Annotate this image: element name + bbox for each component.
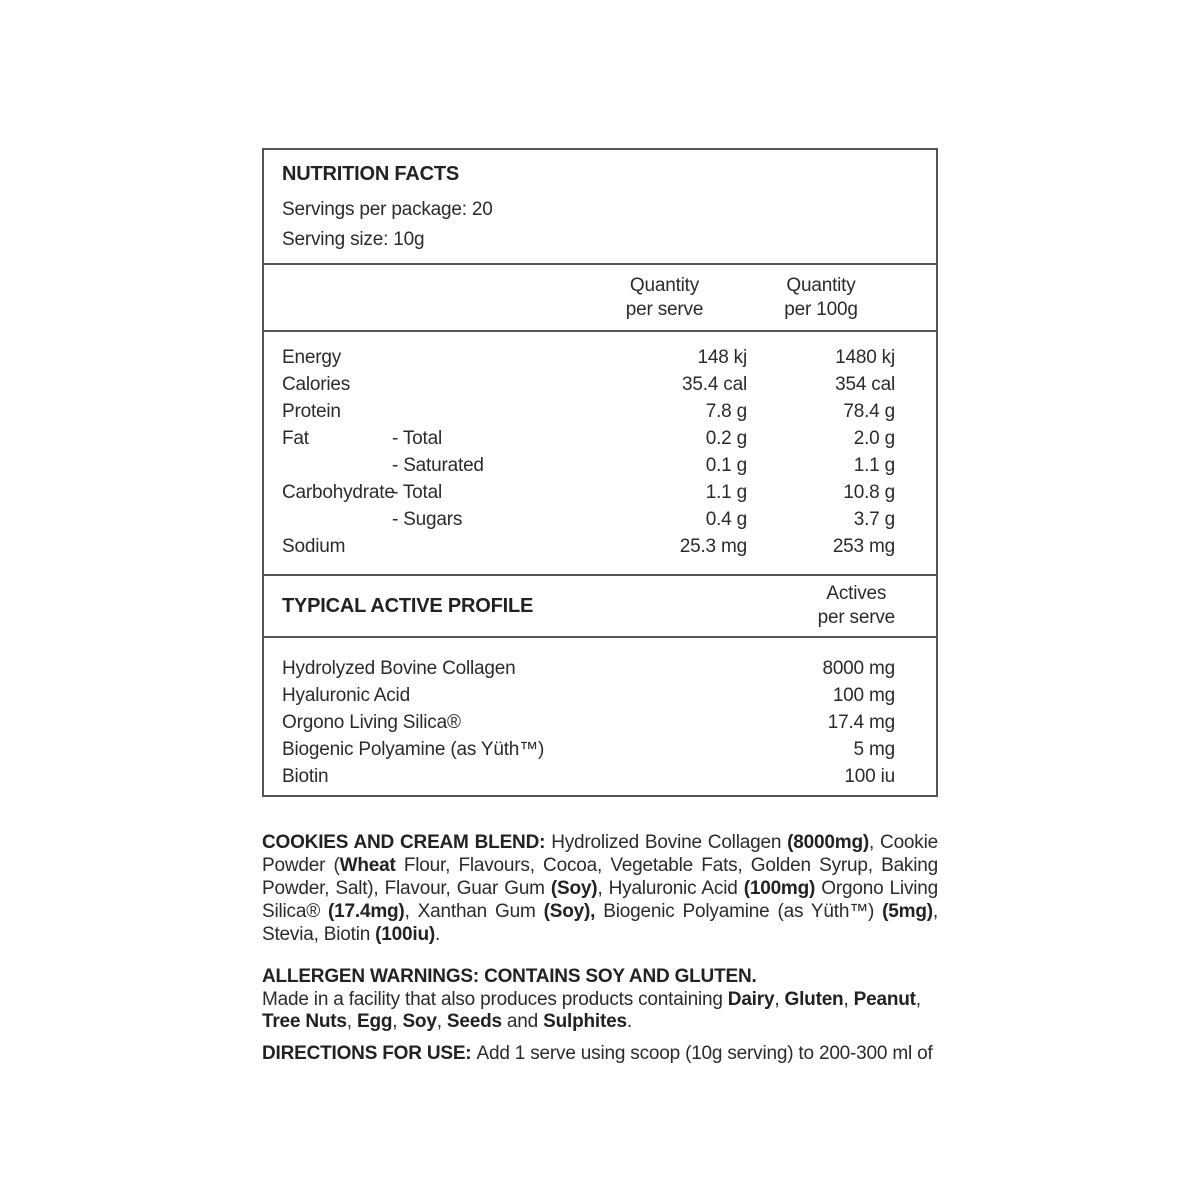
active-value: 100 mg	[832, 685, 895, 706]
nutrient-per-serve: 25.3 mg	[679, 536, 747, 557]
active-value: 17.4 mg	[827, 712, 895, 733]
nutrient-per-serve: 35.4 cal	[682, 374, 747, 395]
nutrient-per-serve: 0.1 g	[705, 455, 747, 476]
nutrient-subname	[392, 371, 582, 398]
nutrient-name: Energy	[282, 347, 342, 368]
nutrient-row	[282, 533, 895, 560]
nutrient-name: Protein	[282, 401, 341, 422]
nutrient-subname: - Total	[392, 482, 442, 503]
active-value: 100 iu	[844, 766, 895, 787]
panel-header	[264, 150, 936, 263]
nutrient-name: Calories	[282, 374, 351, 395]
active-name: Biogenic Polyamine (as Yüth™)	[282, 739, 545, 760]
nutrient-subname: - Saturated	[392, 455, 484, 476]
nutrient-per-100g: 253 mg	[832, 536, 895, 557]
nutrient-name	[282, 452, 392, 479]
nutrient-subname	[392, 344, 582, 371]
column-quantity-per-serve: Quantity per serve	[625, 275, 704, 320]
nutrient-row	[282, 506, 895, 533]
nutrient-name	[282, 506, 392, 533]
active-name: Hyaluronic Acid	[282, 685, 410, 706]
nutrient-per-serve: 7.8 g	[705, 401, 747, 422]
nutrient-per-100g: 2.0 g	[853, 428, 895, 449]
nutrient-row	[282, 398, 895, 425]
nutrient-per-serve: 0.4 g	[705, 509, 747, 530]
active-value: 5 mg	[853, 739, 895, 760]
nutrient-per-100g: 1.1 g	[853, 455, 895, 476]
active-row	[282, 736, 895, 763]
active-value: 8000 mg	[822, 658, 895, 679]
active-row	[282, 709, 895, 736]
active-name: Orgono Living Silica®	[282, 712, 461, 733]
nutrient-subname	[392, 398, 582, 425]
nutrient-name: Fat	[282, 428, 309, 449]
allergen-block	[262, 966, 938, 1034]
active-row	[282, 682, 895, 709]
servings-per-package: Servings per package: 20	[282, 199, 493, 220]
active-profile-header	[264, 574, 936, 636]
nutrient-per-100g: 354 cal	[835, 374, 895, 395]
nutrition-panel	[262, 148, 938, 797]
nutrient-per-100g: 3.7 g	[853, 509, 895, 530]
nutrient-per-serve: 0.2 g	[705, 428, 747, 449]
active-profile-rows	[264, 636, 936, 795]
nutrition-facts-title: NUTRITION FACTS	[282, 163, 459, 185]
column-header-row	[264, 263, 936, 330]
nutrient-row	[282, 452, 895, 479]
active-profile-title: TYPICAL ACTIVE PROFILE	[282, 594, 534, 617]
directions-cutoff-line: DIRECTIONS FOR USE: Add 1 serve using scoop (10g serving) to 200-300 ml of	[262, 1043, 933, 1064]
nutrient-rows	[264, 330, 936, 574]
nutrient-row	[282, 425, 895, 452]
nutrient-per-100g: 78.4 g	[843, 401, 895, 422]
nutrient-subname: - Sugars	[392, 509, 463, 530]
nutrient-per-serve: 148 kj	[697, 347, 747, 368]
nutrient-name: Carbohydrate	[282, 482, 395, 503]
nutrient-per-100g: 10.8 g	[843, 482, 895, 503]
serving-size: Serving size: 10g	[282, 229, 425, 250]
active-name: Hydrolyzed Bovine Collagen	[282, 658, 516, 679]
active-name: Biotin	[282, 766, 329, 787]
nutrient-name: Sodium	[282, 536, 346, 557]
blend-paragraph: COOKIES AND CREAM BLEND: Hydrolized Bovine Collagen (8000mg), Cookie Powder (Wheat Flour, Flavours, Cocoa, Vegetable Fats, Golden Syrup, Baking Powder, Salt), Flavour, Guar Gum (Soy), Hyaluronic Acid (100mg) Orgono Living Silica® (17.4mg), Xanthan Gum (Soy), Biogenic Polyamine (as Yüth™) (5mg), Stevia, Biotin (100iu).	[262, 832, 938, 945]
column-quantity-per-100g: Quantity per 100g	[784, 275, 858, 320]
nutrient-per-serve: 1.1 g	[705, 482, 747, 503]
nutrient-row	[282, 479, 895, 506]
nutrient-per-100g: 1480 kj	[835, 347, 895, 368]
nutrient-subname	[392, 533, 582, 560]
column-actives-per-serve: Actives per serve	[817, 583, 895, 628]
allergen-facility-text: Made in a facility that also produces products containing Dairy, Gluten, Peanut, Tree Nuts, Egg, Soy, Seeds and Sulphites.	[262, 988, 921, 1032]
active-row	[282, 763, 895, 790]
nutrient-subname: - Total	[392, 428, 442, 449]
active-row	[282, 655, 895, 682]
nutrient-row	[282, 371, 895, 398]
allergen-headline: ALLERGEN WARNINGS: CONTAINS SOY AND GLUTEN.	[262, 966, 757, 987]
nutrient-row	[282, 344, 895, 371]
